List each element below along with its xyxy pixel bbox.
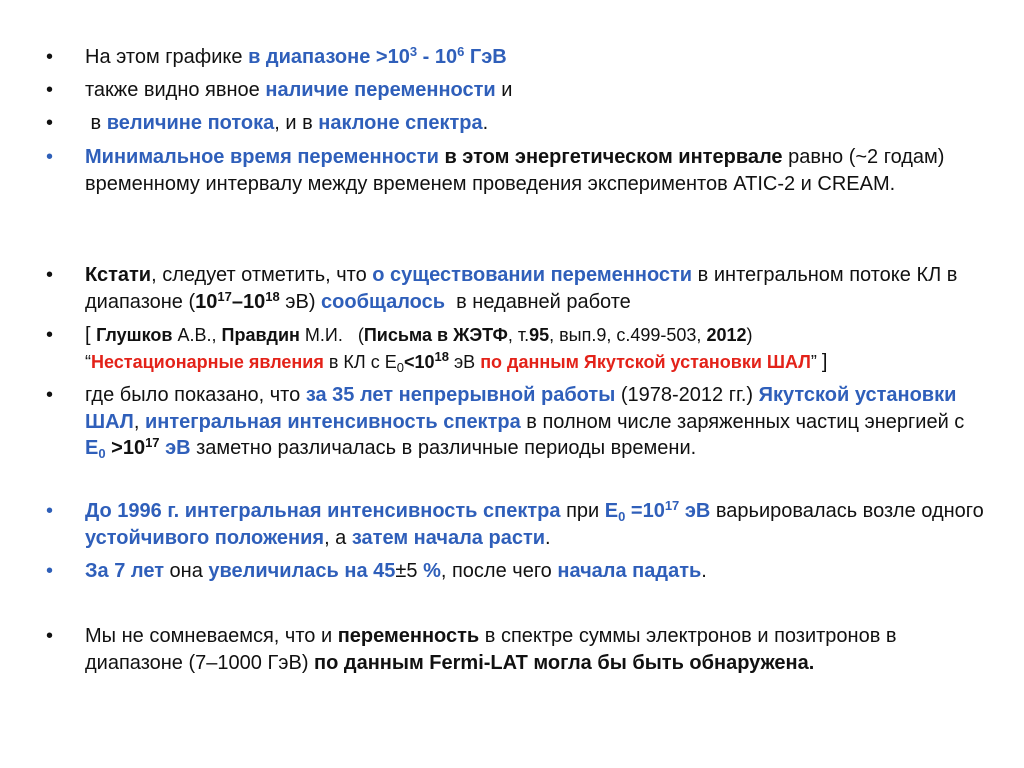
bullet-marker: •: [46, 79, 54, 101]
bullet-marker: •: [46, 384, 54, 406]
reference-line-1: [ Глушков А.В., Правдин М.И. (Письма в ЖЭТФ, т.95, вып.9, с.499-503, 2012): [85, 324, 753, 346]
bullet-marker: •: [46, 625, 54, 647]
bullet-marker: •: [46, 146, 54, 168]
bullet-text: также видно явное наличие переменности и: [85, 79, 513, 101]
bullet-marker: •: [46, 560, 54, 582]
bullet-marker: •: [46, 46, 54, 68]
bullet-text: в величине потока, и в наклоне спектра.: [85, 112, 489, 134]
bullet-marker: •: [46, 112, 54, 134]
bullet-marker: •: [46, 500, 54, 522]
reference-line-2: “Нестационарные явления в КЛ с $E_0<10^{18}$ эВ по данным Якутской установки ШАЛ” ]: [85, 348, 828, 375]
bullet-marker: •: [46, 324, 54, 346]
bullet-text: где было показано, что за 35 лет непрерывной работы (1978-2012 гг.) Якутской установки ШАЛ, интегральная интенсивность спектра в полном числе заряженных частиц энергией с $E_0 >10^{17}$ эВ заметно различалась в различные периоды времени.: [85, 384, 965, 461]
bullet-text: [85, 322, 985, 375]
bullet-text: Минимальное время переменности в этом энергетическом интервале равно (~2 годам) временному интервалу между временем проведения экспериментов ATIC-2 и CREAM.: [85, 146, 945, 195]
bullet-text: До 1996 г. интегральная интенсивность спектра при $E_0 =10^{17}$ эВ варьировалась возле одного устойчивого положения, а затем начала расти.: [85, 498, 984, 549]
bullet-marker: •: [46, 264, 54, 286]
bullet-text: За 7 лет она увеличилась на 45±5 %, после чего начала падать.: [85, 560, 707, 582]
bullet-text: Кстати, следует отметить, что о существовании переменности в интегральном потоке КЛ в диапазоне ($10^{17}-10^{18}$ эВ) сообщалось в недавней работе: [85, 264, 958, 313]
bullet-text: Мы не сомневаемся, что и переменность в спектре суммы электронов и позитронов в диапазоне (7–1000 ГэВ) по данным Fermi-LAT могла бы быть обнаружена.: [85, 625, 897, 674]
bullet-text: На этом графике в диапазоне $>10^3 - 10^6$ ГэВ: [85, 44, 507, 68]
